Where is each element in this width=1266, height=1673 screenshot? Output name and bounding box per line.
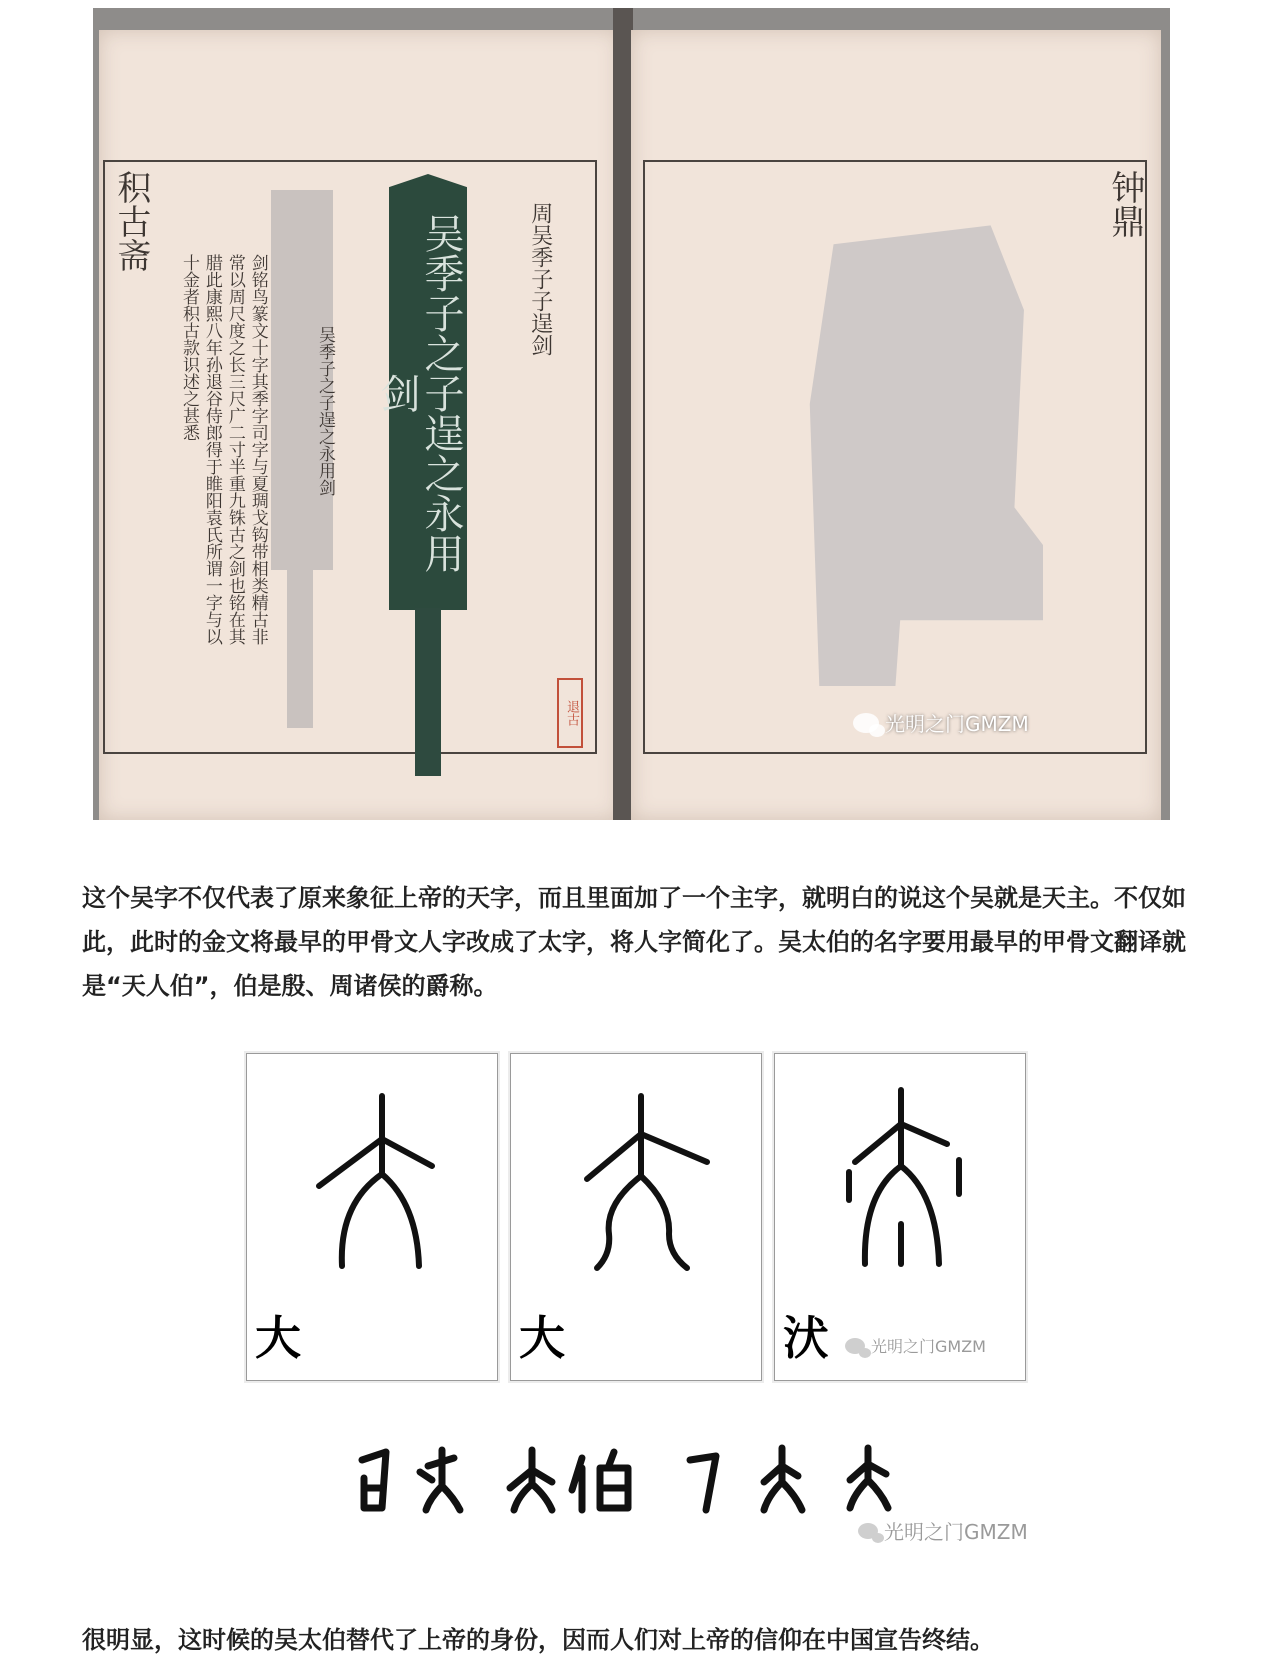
bronze-rubbing bbox=[805, 216, 1043, 686]
left-edge-text: 积古斋 bbox=[110, 170, 151, 272]
paragraph-2: 很明显，这时候的吴太伯替代了上帝的身份，因而人们对上帝的信仰在中国宣告终结。 bbox=[82, 1626, 994, 1654]
red-seal-stamp: 退古 bbox=[557, 678, 583, 748]
glyph-label-3: 汱 bbox=[783, 1311, 829, 1365]
blade-inscription: 吴季子之子逞之永用剑 bbox=[374, 213, 464, 573]
glyph-row-watermark: 光明之门GMZM bbox=[858, 1516, 1028, 1545]
sword-title: 周吴季子子逞剑 bbox=[527, 202, 553, 356]
glyph-7 bbox=[850, 1448, 888, 1508]
glyph-6 bbox=[764, 1448, 802, 1510]
glyph-4 bbox=[572, 1452, 628, 1510]
sword-hilt-shadow bbox=[287, 570, 313, 728]
glyph-5 bbox=[690, 1456, 716, 1510]
glyph-2 bbox=[420, 1450, 460, 1510]
glyph-panel-1 bbox=[246, 1053, 498, 1381]
glyph-label-2: 大 bbox=[519, 1311, 565, 1365]
ancient-glyph-row bbox=[350, 1438, 930, 1518]
glyph-1 bbox=[362, 1452, 386, 1508]
paragraph-1: 这个吴字不仅代表了原来象征上帝的天字，而且里面加了一个主字，就明白的说这个吴就是天主。不仅如此，此时的金文将最早的甲骨文人字改成了太字，将人字简化了。吴太伯的名字要用最早的甲骨文翻译就是“天人伯”，伯是殷、周诸侯的爵称。 bbox=[82, 884, 1186, 1000]
photo-watermark: 光明之门GMZM bbox=[853, 708, 1029, 737]
glyph-panel-2 bbox=[510, 1053, 762, 1381]
glyph-3 bbox=[510, 1450, 552, 1510]
wechat-icon bbox=[858, 1523, 878, 1539]
inscription-caption: 吴季子之子逞之永用剑 bbox=[314, 326, 335, 496]
wechat-icon bbox=[845, 1338, 865, 1354]
left-book-page bbox=[99, 30, 619, 820]
book-photo bbox=[93, 8, 1170, 820]
right-page-title: 钟鼎 bbox=[1104, 170, 1145, 238]
book-spine bbox=[613, 8, 633, 820]
commentary-text: 剑铭鸟篆文十字其季字司字与夏琱戈钩带相类精古非常以周尺度之长三尺广二寸半重九铢古之剑也铭在其腊此康熙八年孙退谷侍郎得于睢阳袁氏所谓一字与以十金者积古款识述之甚悉 bbox=[178, 254, 268, 645]
sword-hilt bbox=[415, 608, 441, 776]
panel-watermark: 光明之门GMZM bbox=[845, 1334, 986, 1357]
glyph-panel-3 bbox=[774, 1053, 1026, 1381]
glyph-label-1: 大 bbox=[255, 1311, 301, 1365]
wechat-icon bbox=[853, 713, 879, 733]
